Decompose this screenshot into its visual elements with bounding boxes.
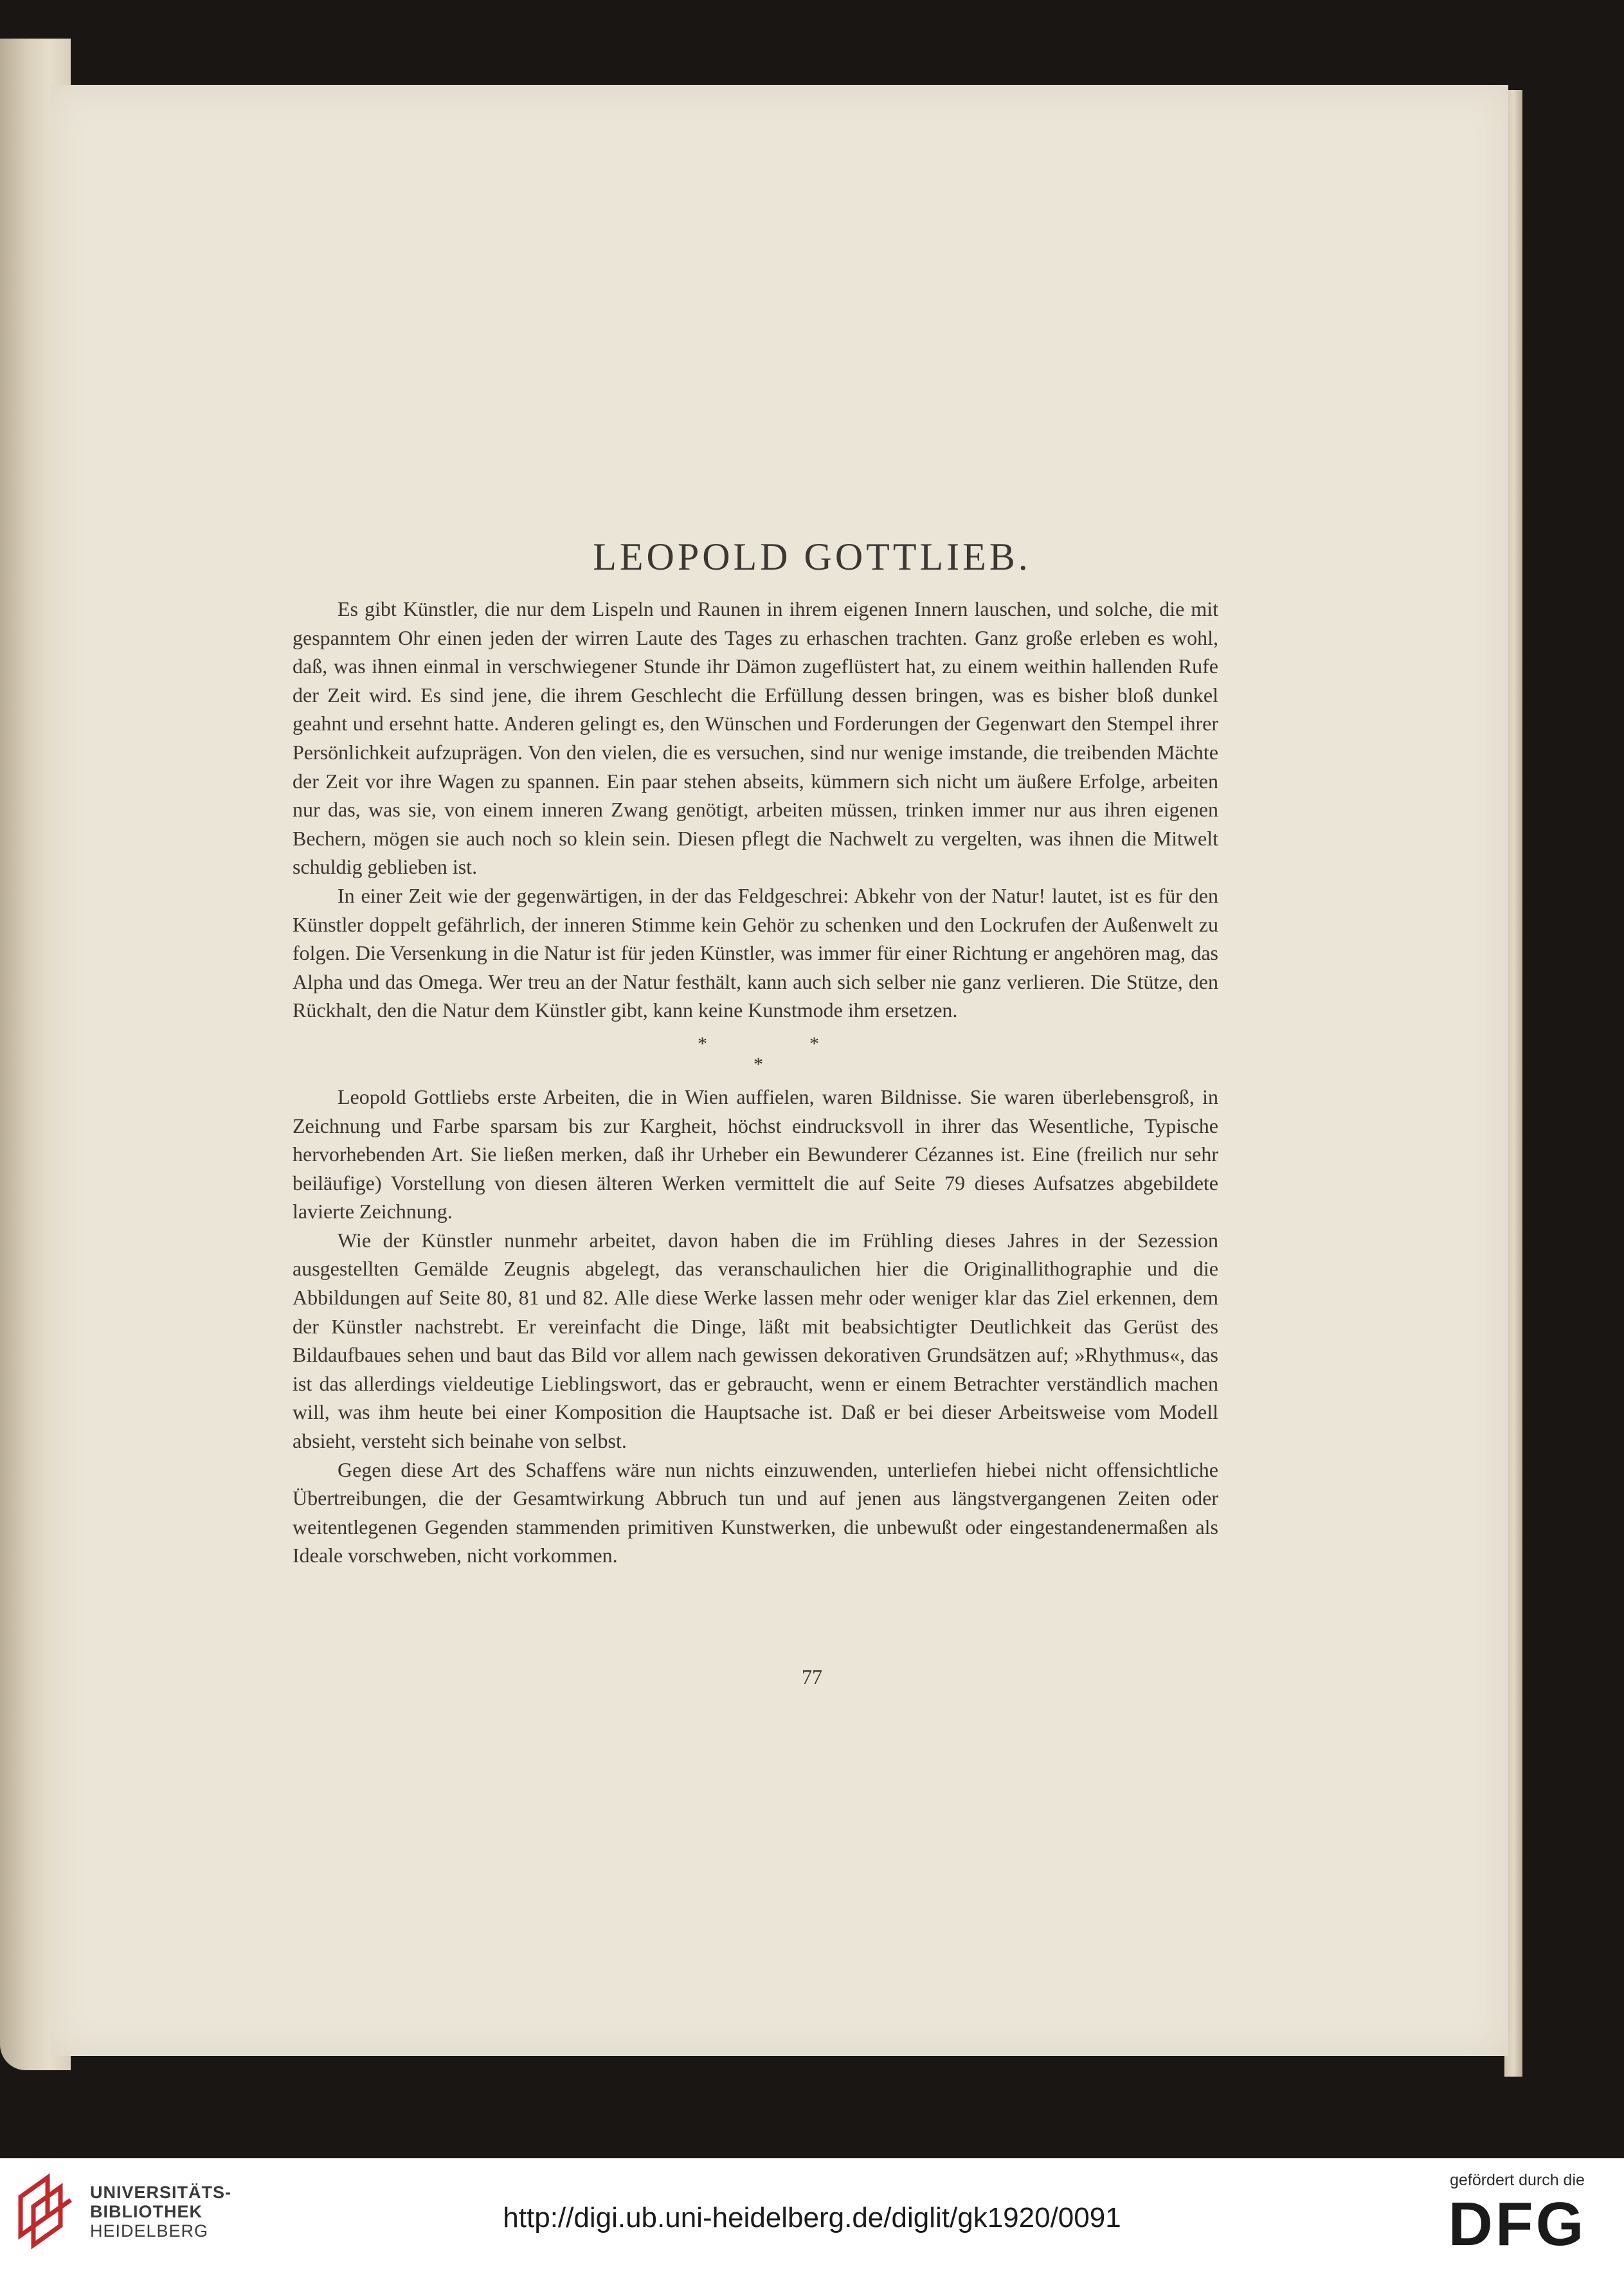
separator-star: * xyxy=(809,1033,819,1054)
library-name-line: UNIVERSITÄTS- xyxy=(90,2183,232,2202)
article-title: LEOPOLD GOTTLIEB. xyxy=(593,536,1031,578)
sponsor-label: gefördert durch die xyxy=(1450,2171,1585,2189)
paragraph: Wie der Künstler nunmehr arbeitet, davon haben die im Frühling dieses Jahres in der Sezession ausgestellten Gemälde Zeugnis abgelegt, das veranschaulichen hier die Originallithographie und die Abbildungen auf Seite 80, 81 und 82. Alle diese Werke lassen mehr oder weniger klar das Ziel erkennen, dem der Künstler nachstrebt. Er vereinfacht die Dinge, läßt mit beabsichtigter Deutlichkeit das Gerüst des Bildaufbaues sehen und baut das Bild vor allem nach gewissen dekorativen Grundsätzen auf; »Rhythmus«, das ist das allerdings vieldeutige Lieblingswort, das er gebraucht, wenn er einem Betrachter verständlich machen will, was ihm heute bei einer Komposition die Hauptsache ist. Daß er bei dieser Arbeitsweise vom Modell absieht, versteht sich beinahe von selbst. xyxy=(293,1228,1218,1453)
paragraph: In einer Zeit wie der gegenwärtigen, in der das Feldgeschrei: Abkehr von der Natur! lautet, ist es für den Künstler doppelt gefährlich, der inneren Stimme kein Gehör zu schenken und den Lockrufen der Außenwelt zu folgen. Die Versenkung in die Natur ist für jeden Künstler, was immer für einer Richtung er angehören mag, das Alpha und das Omega. Wer treu an der Natur festhält, kann auch sich selber nie ganz verlieren. Die Stütze, den Rückhalt, den die Natur dem Künstler gibt, kann keine Kunstmode ihm ersetzen. xyxy=(293,883,1218,1022)
sponsor-block xyxy=(1434,2171,1601,2259)
permalink-url[interactable]: http://digi.ub.uni-heidelberg.de/diglit/gk1920/0091 xyxy=(503,2202,1121,2233)
article-body xyxy=(293,595,1218,1570)
library-name-line: HEIDELBERG xyxy=(90,2221,209,2241)
page-number: 77 xyxy=(802,1665,822,1688)
paragraph: Gegen diese Art des Schaffens wäre nun nichts einzuwenden, unterliefen hiebei nicht offensichtliche Übertreibungen, die der Gesamtwirkung Abbruch tun und auf jenen aus längstvergangenen Zeiten oder weitentlegenen Gegenden stammenden primitiven Kunstwerken, die unbewußt oder eingestandenermaßen als Ideale vorschweben, nicht vorkommen. xyxy=(293,1457,1218,1567)
separator-star: * xyxy=(753,1053,763,1075)
paragraph: Leopold Gottliebs erste Arbeiten, die in Wien auffielen, waren Bildnisse. Sie waren überlebensgroß, in Zeichnung und Farbe sparsam bis zur Kargheit, höchst eindrucksvoll in ihrer das Wesentliche, Typische hervorhebenden Art. Sie ließen merken, daß ihr Urheber ein Bewunderer Cézannes ist. Eine (freilich nur sehr beiläufige) Vorstellung von diesen älteren Werken vermittelt die auf Seite 79 dieses Aufsatzes abgebildete lavierte Zeichnung. xyxy=(293,1085,1218,1223)
section-separator xyxy=(293,1025,1218,1083)
library-name-line: BIBLIOTHEK xyxy=(90,2202,203,2221)
digitization-footer xyxy=(0,2158,1624,2274)
separator-star: * xyxy=(698,1033,707,1054)
dfg-logo-icon: DFG xyxy=(1448,2190,1587,2259)
paragraph: Es gibt Künstler, die nur dem Lispeln und Raunen in ihrem eigenen Innern lauschen, und solche, die mit gespanntem Ohr einen jeden der wirren Laute des Tages zu erhaschen trachten. Ganz große erleben es wohl, daß, was ihnen einmal in verschwiegener Stunde ihr Dämon zugeflüstert hat, zu einem weithin hallenden Rufe der Zeit wird. Es sind jene, die ihrem Geschlecht die Erfüllung dessen bringen, was es bisher bloß dunkel geahnt und ersehnt hatte. Anderen gelingt es, den Wünschen und Forderungen der Gegenwart den Stempel ihrer Persönlichkeit aufzuprägen. Von den vielen, die es versuchen, sind nur wenige imstande, die treibenden Mächte der Zeit vor ihre Wagen zu spannen. Ein paar stehen abseits, kümmern sich nicht um äußere Erfolge, arbeiten nur das, was sie, von einem inneren Zwang genötigt, arbeiten müssen, trinken immer nur aus ihren eigenen Bechern, mögen sie auch noch so klein sein. Diesen pflegt die Nachwelt zu vergelten, was ihnen die Mitwelt schuldig geblieben ist. xyxy=(293,597,1218,879)
